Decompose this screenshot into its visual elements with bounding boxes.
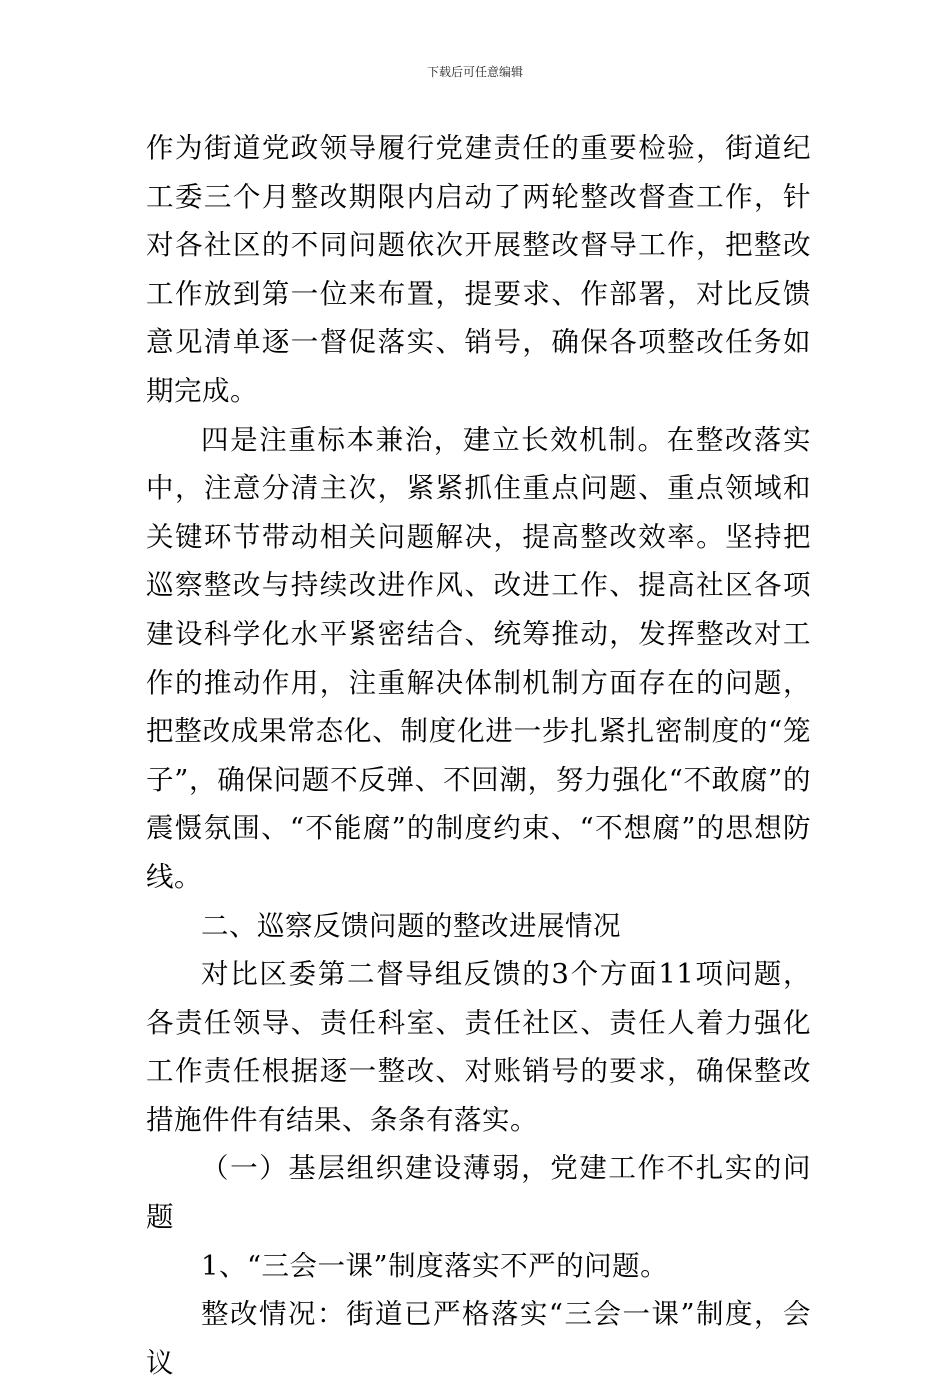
page-header: 下载后可任意编辑: [426, 65, 523, 79]
subsection-heading: （一）基层组织建设薄弱，党建工作不扎实的问题: [146, 1152, 811, 1234]
section-heading: 二、巡察反馈问题的整改进展情况: [201, 909, 621, 942]
document-body: [146, 124, 811, 1387]
paragraph: 整改情况：街道已严格落实“三会一课”制度，会议: [146, 1298, 811, 1379]
paragraph: 作为街道党政领导履行党建责任的重要检验，街道纪工委三个月整改期限内启动了两轮整改督查工作，针对各社区的不同问题依次开展整改督导工作，把整改工作放到第一位来布置，提要求、作部署，对比反馈意见清单逐一督促落实、销号，确保各项整改任务如期完成。: [146, 132, 811, 407]
item-heading: 1、“三会一课”制度落实不严的问题。: [201, 1249, 669, 1282]
paragraph: 对比区委第二督导组反馈的3个方面11项问题，各责任领导、责任科室、责任社区、责任人着力强化工作责任根据逐一整改、对账销号的要求，确保整改措施件件有结果、条条有落实。: [146, 958, 811, 1136]
paragraph: 四是注重标本兼治，建立长效机制。在整改落实中，注意分清主次，紧紧抓住重点问题、重点领域和关键环节带动相关问题解决，提高整改效率。坚持把巡察整改与持续改进作风、改进工作、提高社区各项建设科学化水平紧密结合、统筹推动，发挥整改对工作的推动作用，注重解决体制机制方面存在的问题，把整改成果常态化、制度化进一步扎紧扎密制度的“笼子”，确保问题不反弹、不回潮，努力强化“不敢腐”的震慑氛围、“不能腐”的制度约束、“不想腐”的思想防线。: [146, 423, 811, 893]
